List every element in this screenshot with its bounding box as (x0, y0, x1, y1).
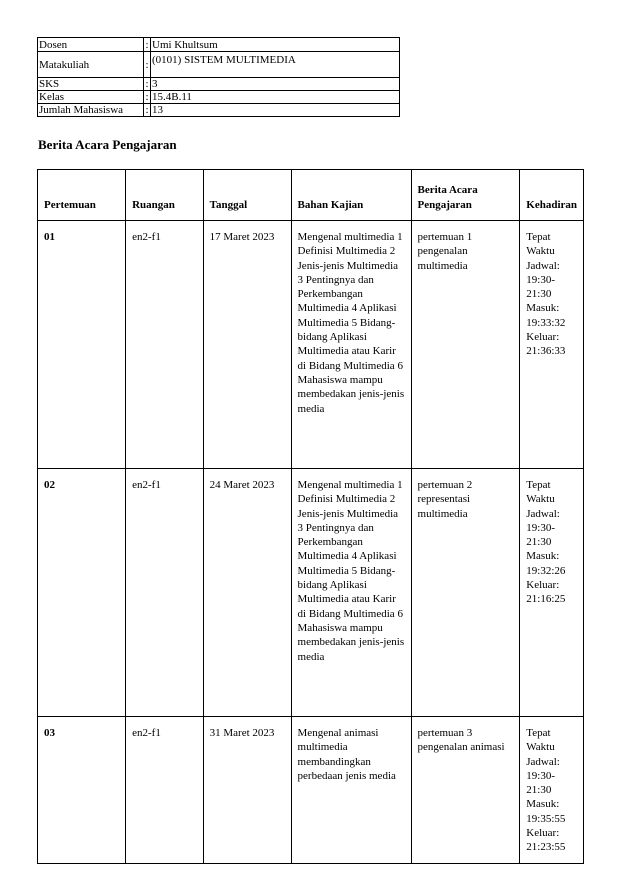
attendance-status: Tepat Waktu (526, 479, 555, 506)
pertemuan-cell: 01 (38, 221, 126, 469)
attendance-schedule: Jadwal: 19:30-21:30 (526, 507, 560, 549)
column-header: Tanggal (203, 170, 291, 221)
table-row (38, 469, 584, 717)
separator: : (145, 104, 149, 116)
table-header-row (38, 170, 584, 221)
kehadiran-cell (520, 221, 584, 469)
berita-acara-cell: pertemuan 1 pengenalan multimedia (411, 221, 520, 469)
attendance-status: Tepat Waktu (526, 231, 555, 258)
separator: : (145, 78, 149, 90)
matakuliah-label: Matakuliah (38, 52, 144, 78)
info-row-kelas (38, 91, 400, 104)
dosen-value: Umi Khultsum (151, 38, 400, 52)
attendance-schedule: Jadwal: 19:30-21:30 (526, 755, 560, 797)
bahan-kajian-cell: Mengenal multimedia 1 Definisi Multimedia 2 Jenis-jenis Multimedia 3 Pentingnya dan Perkembangan Multimedia 4 Aplikasi Multimedia 5 Bidang-bidang Aplikasi Multimedia atau Karir di Bidang Multimedia 6 Mahasiswa mampu membedakan jenis-jenis media (291, 469, 411, 717)
column-header: Berita Acara Pengajaran (411, 170, 520, 221)
attendance-status: Tepat Waktu (526, 727, 555, 754)
teaching-report-table (37, 169, 584, 864)
kelas-label: Kelas (38, 91, 144, 104)
pertemuan-cell: 03 (38, 717, 126, 864)
tanggal-cell: 17 Maret 2023 (203, 221, 291, 469)
column-header: Pertemuan (38, 170, 126, 221)
dosen-label: Dosen (38, 38, 144, 52)
attendance-schedule: Jadwal: 19:30-21:30 (526, 259, 560, 301)
info-row-sks (38, 78, 400, 91)
ruangan-cell: en2-f1 (126, 469, 204, 717)
kehadiran-cell (520, 717, 584, 864)
separator: : (144, 52, 151, 78)
attendance-check-out: Keluar: 21:16:25 (526, 579, 566, 606)
column-header: Kehadiran (520, 170, 584, 221)
separator: : (145, 91, 149, 103)
jumlah-mahasiswa-label: Jumlah Mahasiswa (38, 104, 144, 117)
info-row-matakuliah (38, 52, 400, 78)
course-info-table (37, 37, 400, 117)
ruangan-cell: en2-f1 (126, 717, 204, 864)
bahan-kajian-cell: Mengenal multimedia 1 Definisi Multimedia 2 Jenis-jenis Multimedia 3 Pentingnya dan Perkembangan Multimedia 4 Aplikasi Multimedia 5 Bidang-bidang Aplikasi Multimedia atau Karir di Bidang Multimedia 6 Mahasiswa mampu membedakan jenis-jenis media (291, 221, 411, 469)
bahan-kajian-cell: Mengenal animasi multimedia membandingkan perbedaan jenis media (291, 717, 411, 864)
column-header: Bahan Kajian (291, 170, 411, 221)
attendance-check-in: Masuk: 19:35:55 (526, 798, 566, 825)
matakuliah-value: (0101) SISTEM MULTIMEDIA (151, 52, 400, 78)
sks-value: 3 (151, 78, 400, 91)
attendance-check-in: Masuk: 19:32:26 (526, 550, 566, 577)
attendance-check-in: Masuk: 19:33:32 (526, 302, 566, 329)
column-header: Ruangan (126, 170, 204, 221)
kelas-value: 15.4B.11 (151, 91, 400, 104)
attendance-check-out: Keluar: 21:36:33 (526, 331, 566, 358)
attendance-check-out: Keluar: 21:23:55 (526, 827, 566, 854)
separator: : (145, 38, 149, 51)
berita-acara-cell: pertemuan 3 pengenalan animasi (411, 717, 520, 864)
ruangan-cell: en2-f1 (126, 221, 204, 469)
pertemuan-cell: 02 (38, 469, 126, 717)
sks-label: SKS (38, 78, 144, 91)
section-title: Berita Acara Pengajaran (38, 137, 177, 152)
table-row (38, 221, 584, 469)
table-row (38, 717, 584, 864)
tanggal-cell: 24 Maret 2023 (203, 469, 291, 717)
berita-acara-cell: pertemuan 2 representasi multimedia (411, 469, 520, 717)
tanggal-cell: 31 Maret 2023 (203, 717, 291, 864)
jumlah-mahasiswa-value: 13 (151, 104, 400, 117)
info-row-dosen (38, 38, 400, 52)
kehadiran-cell (520, 469, 584, 717)
info-row-jumlah (38, 104, 400, 117)
